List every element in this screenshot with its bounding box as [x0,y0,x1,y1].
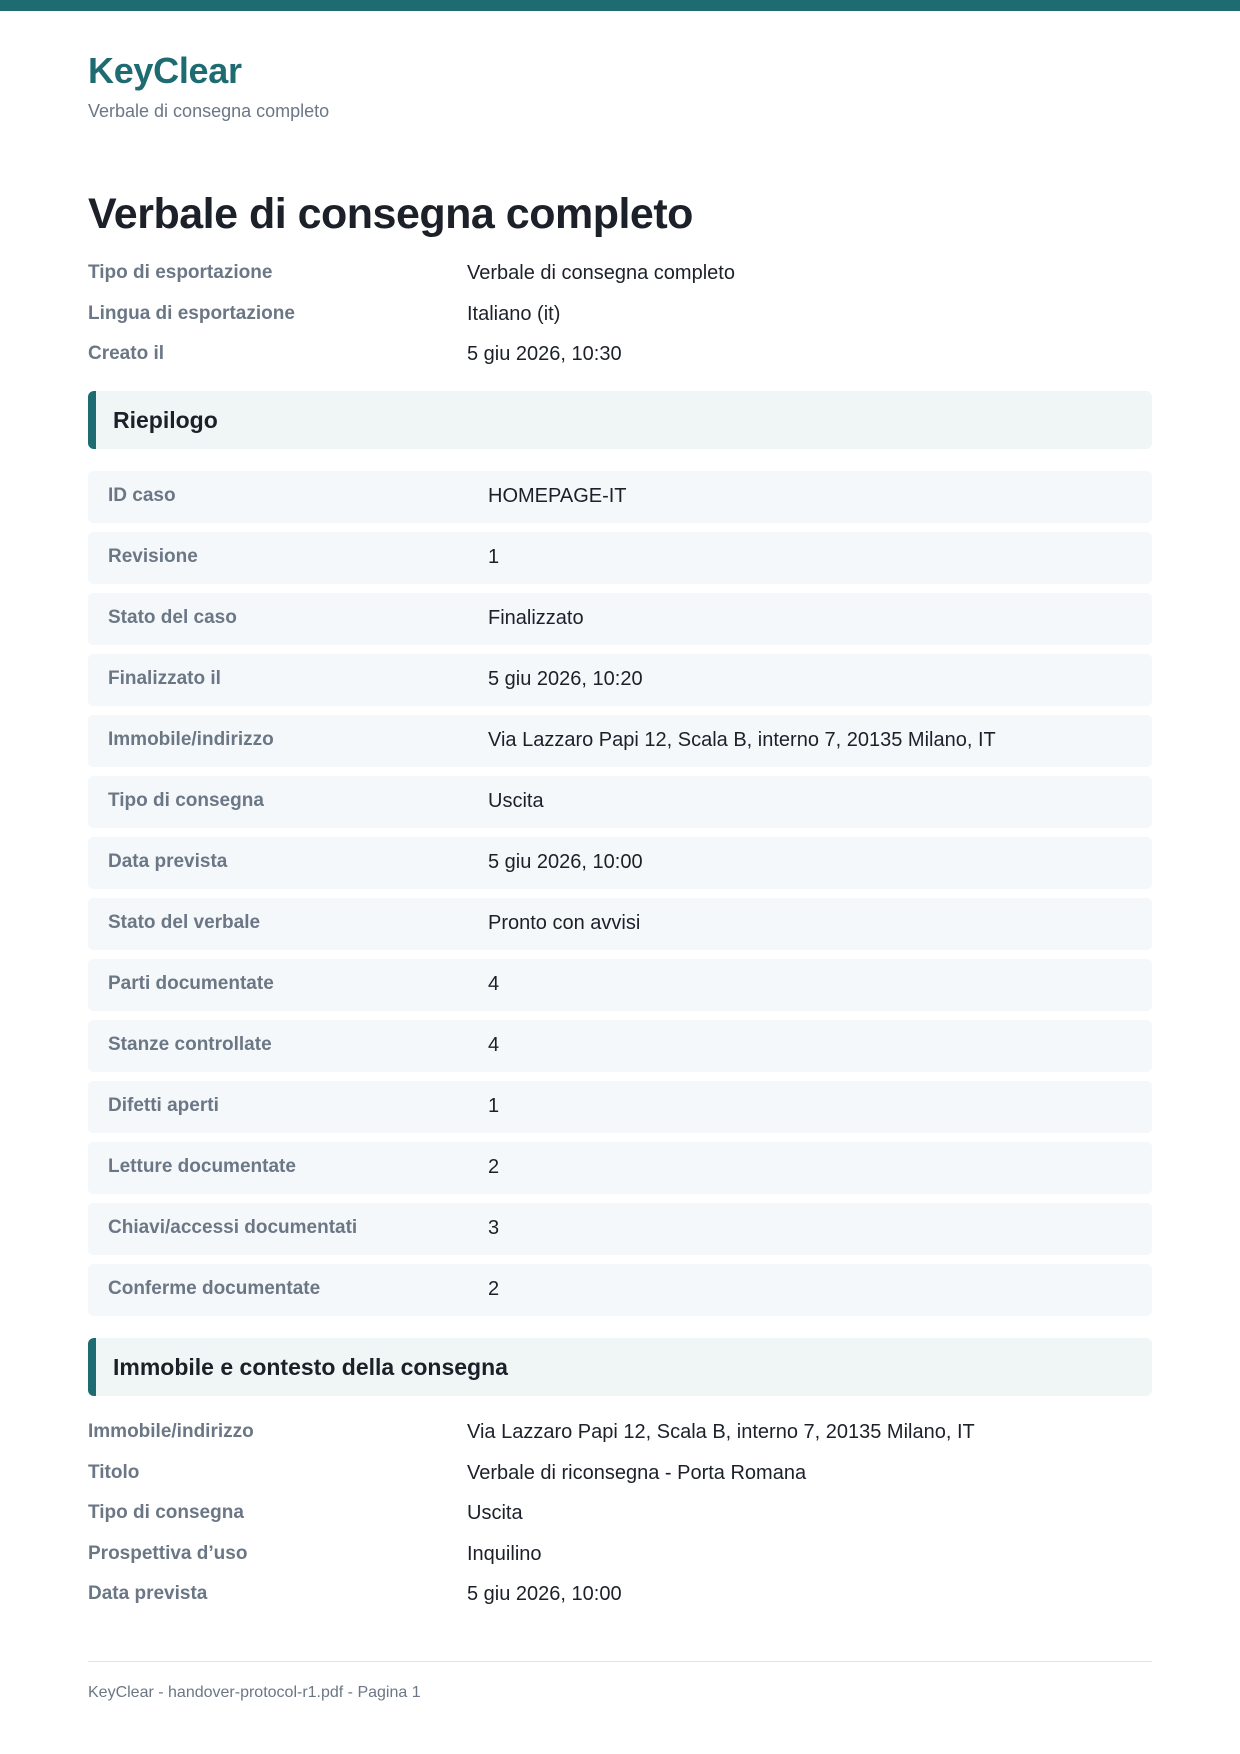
summary-row [88,837,1152,889]
summary-row [88,1081,1152,1133]
summary-value: 3 [488,1217,500,1239]
summary-row [88,776,1152,828]
property-context-list [88,1421,1152,1624]
summary-label: ID caso [108,485,176,506]
meta-label: Data prevista [88,1583,208,1604]
meta-row [88,1543,1152,1584]
summary-value: 1 [488,546,500,568]
summary-row [88,532,1152,584]
meta-label: Prospettiva d’uso [88,1542,248,1564]
summary-row [88,1264,1152,1316]
meta-value: Uscita [467,1502,523,1524]
meta-row [88,1421,1152,1462]
summary-value: 5 giu 2026, 10:20 [488,668,643,690]
summary-label: Revisione [108,546,198,567]
summary-label: Finalizzato il [108,668,221,689]
summary-row [88,654,1152,706]
section-accent [88,1338,96,1396]
summary-row [88,715,1152,767]
summary-value: Via Lazzaro Papi 12, Scala B, interno 7, 20135 Milano, IT [488,729,996,751]
meta-label: Tipo di consegna [88,1502,244,1523]
meta-label: Immobile/indirizzo [88,1421,254,1442]
summary-value: 5 giu 2026, 10:00 [488,851,643,873]
summary-value: 2 [488,1278,500,1300]
summary-row [88,959,1152,1011]
section-header-summary [88,391,1152,449]
summary-row [88,898,1152,950]
summary-label: Conferme documentate [108,1278,321,1299]
meta-value: 5 giu 2026, 10:00 [467,1583,622,1605]
meta-value: Verbale di consegna completo [467,262,735,284]
meta-row [88,1462,1152,1503]
summary-value: 2 [488,1156,500,1178]
brand-name: KeyClear [88,50,242,91]
export-meta-list [88,262,1152,384]
summary-label: Stato del verbale [108,912,261,933]
summary-label: Chiavi/accessi documentati [108,1217,358,1238]
summary-value: Finalizzato [488,607,584,629]
page-footer: KeyClear - handover-protocol-r1.pdf - Pagina 1 [88,1684,421,1701]
meta-value: Italiano (it) [467,302,561,325]
summary-value: Pronto con avvisi [488,912,641,934]
meta-row [88,262,1152,303]
summary-value: 4 [488,973,500,995]
meta-label: Titolo [88,1461,140,1483]
summary-label: Data prevista [108,851,228,872]
summary-list [88,471,1152,1325]
meta-row [88,343,1152,384]
summary-value: 1 [488,1095,500,1117]
section-title: Immobile e contesto della consegna [113,1354,508,1380]
footer-divider [88,1661,1152,1662]
brand-subtitle: Verbale di consegna completo [88,101,330,121]
summary-row [88,1203,1152,1255]
meta-row [88,303,1152,344]
section-title: Riepilogo [113,407,218,433]
summary-row [88,1020,1152,1072]
summary-label: Stanze controllate [108,1034,272,1055]
top-accent-bar [0,0,1240,11]
summary-label: Stato del caso [108,607,237,628]
meta-row [88,1502,1152,1543]
section-header-property [88,1338,1152,1396]
summary-label: Difetti aperti [108,1095,219,1116]
summary-label: Letture documentate [108,1156,296,1177]
meta-value: 5 giu 2026, 10:30 [467,343,622,365]
section-accent [88,391,96,449]
meta-label: Creato il [88,343,165,364]
summary-row [88,471,1152,523]
summary-value: HOMEPAGE-IT [488,485,627,507]
meta-label: Lingua di esportazione [88,302,295,324]
summary-label: Parti documentate [108,973,274,994]
meta-label: Tipo di esportazione [88,262,273,283]
meta-value: Via Lazzaro Papi 12, Scala B, interno 7, 20135 Milano, IT [467,1421,975,1443]
meta-value: Inquilino [467,1542,542,1565]
meta-value: Verbale di riconsegna - Porta Romana [467,1461,807,1484]
summary-label: Tipo di consegna [108,790,264,811]
meta-row [88,1583,1152,1624]
page-title: Verbale di consegna completo [88,190,693,238]
summary-row [88,593,1152,645]
summary-value: Uscita [488,790,544,812]
summary-label: Immobile/indirizzo [108,729,274,750]
summary-value: 4 [488,1034,500,1056]
summary-row [88,1142,1152,1194]
